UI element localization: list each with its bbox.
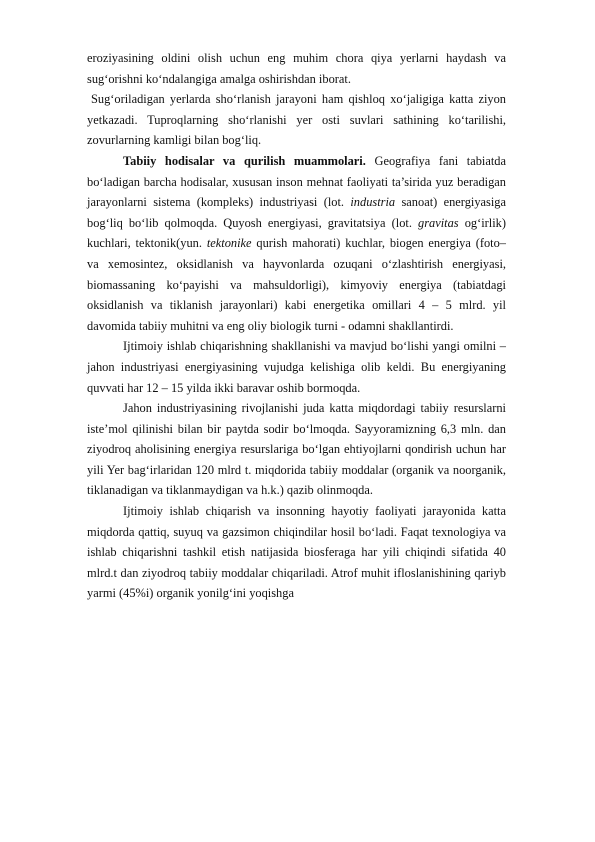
text-segment: sanoat) energiyasiga bog‘liq bo‘lib qolmoqda. Quyosh energiyasi, gravitatsiya (lot.	[87, 195, 506, 230]
paragraph-natural-phenomena	[87, 151, 506, 336]
latin-term-gravitas: gravitas	[418, 215, 459, 230]
document-page	[87, 48, 506, 604]
paragraph-erosion: eroziyasining oldini olish uchun eng muhim chora qiya yerlarni haydash va sug‘orishni ko‘ndalangiga amalga oshirishdan iborat.	[87, 51, 506, 86]
text-segment: qurish mahorati) kuchlar, biogen energiya (foto– va xemosintez, oksidlanish va hayvonlarda ozuqani o‘zlashtirish energiyasi, biomassaning ko‘payishi va mahsuldorligi), kimyoviy energiya (tabiatdagi oksidlanish va tiklanish jarayonlari) kabi energetika omillari 4 – 5 mlrd. yil davomida tabiiy muhitni va eng oliy biologik turni - odamni shakllantirdi.	[87, 236, 506, 333]
greek-term-tektonike: tektonike	[206, 236, 252, 251]
section-heading: Tabiiy hodisalar va qurilish muammolari.	[123, 153, 366, 168]
paragraph-waste: Ijtimoiy ishlab chiqarish va insonning hayotiy faoliyati jarayonida katta miqdorda qattiq, suyuq va gazsimon chiqindilar hosil bo‘ladi. Faqat texnologiya va ishlab chiqarishni tashkil etish natijasida biosferaga har yili chiqindi sifatida 40 mlrd.t dan ziyodroq tabiiy moddalar chiqariladi. Atrof muhit ifloslanishining qariyb yarmi (45%i) organik yonilg‘ini yoqishga	[87, 504, 506, 601]
text-segment: og‘irlik) kuchlari, tektonik(yun.	[87, 215, 506, 251]
latin-term-industria: industria	[350, 195, 396, 210]
paragraph-salinization: Sug‘oriladigan yerlarda sho‘rlanish jarayoni ham qishloq xo‘jaligiga katta ziyon yetkazadi. Tuproqlarning sho‘rlanishi yer osti suvlari sathining ko‘tarilishi, zovurlarning kamligi bilan bog‘liq.	[87, 92, 506, 148]
text-segment: Geografiya fani tabiatda bo‘ladigan barcha hodisalar, xususan inson mehnat faoliyati ta’sirida yuz beradigan jarayonlarni sistema (kompleks) industriyasi (lot.	[87, 153, 506, 210]
paragraph-world-industry: Jahon industriyasining rivojlanishi juda katta miqdordagi tabiiy resurslarni iste’mol qilinishi bilan bir paytda sodir bo‘lmoqda. Sayyoramizning 6,3 mln. dan ziyodroq aholisining energiya resurslariga bo‘lgan ehtiyojlarni qondirish uchun har yili Yer bag‘irlaridan 120 mlrd t. miqdorida tabiiy moddalar (organik va noorganik, tiklanadigan va tiklanmaydigan va h.k.) qazib olinmoqda.	[87, 401, 506, 498]
paragraph-social-production: Ijtimoiy ishlab chiqarishning shakllanishi va mavjud bo‘lishi yangi omilni – jahon industriyasi energiyasining vujudga kelishiga olib keldi. Bu energiyaning quvvati har 12 – 15 yilda ikki baravar oshib bormoqda.	[87, 339, 506, 395]
